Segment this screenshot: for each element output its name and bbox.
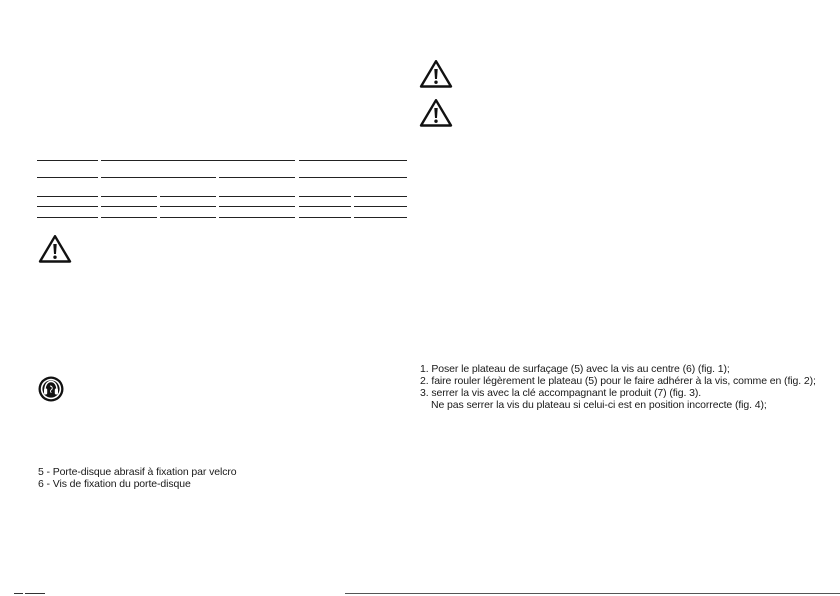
table-rule <box>219 217 295 218</box>
warning-triangle-icon <box>419 98 453 128</box>
bottom-edge-mark <box>345 593 840 594</box>
bottom-edge-mark <box>25 593 45 594</box>
table-rule <box>160 206 216 207</box>
warning-triangle-icon <box>419 59 453 89</box>
table-rule <box>101 206 157 207</box>
table-rule <box>101 196 157 197</box>
table-rule <box>37 196 98 197</box>
bottom-edge-mark <box>14 593 23 594</box>
table-rule <box>101 160 295 161</box>
table-rule <box>299 206 351 207</box>
table-rule <box>299 177 407 178</box>
table-rule <box>37 160 98 161</box>
table-rule <box>101 217 157 218</box>
assembly-step: 3. serrer la vis avec la clé accompagnant le produit (7) (fig. 3). <box>420 387 702 399</box>
table-rule <box>299 160 407 161</box>
ear-protection-icon <box>38 376 64 402</box>
table-rule <box>219 177 295 178</box>
table-rule <box>160 196 216 197</box>
table-rule <box>299 196 351 197</box>
table-rule <box>37 177 98 178</box>
parts-list-item: 6 - Vis de fixation du porte-disque <box>38 478 191 490</box>
parts-list-item: 5 - Porte-disque abrasif à fixation par velcro <box>38 466 237 478</box>
table-rule <box>354 206 407 207</box>
table-rule <box>101 177 216 178</box>
table-rule <box>219 206 295 207</box>
assembly-step-note: Ne pas serrer la vis du plateau si celui-ci est en position incorrecte (fig. 4); <box>431 399 767 411</box>
table-rule <box>354 196 407 197</box>
table-rule <box>37 217 98 218</box>
table-rule <box>299 217 351 218</box>
table-rule <box>219 196 295 197</box>
table-rule <box>160 217 216 218</box>
table-rule <box>37 206 98 207</box>
assembly-step: 2. faire rouler légèrement le plateau (5) pour le faire adhérer à la vis, comme en (fig. 2); <box>420 375 816 387</box>
assembly-step: 1. Poser le plateau de surfaçage (5) avec la vis au centre (6) (fig. 1); <box>420 363 730 375</box>
table-rule <box>354 217 407 218</box>
warning-triangle-icon <box>38 234 72 264</box>
